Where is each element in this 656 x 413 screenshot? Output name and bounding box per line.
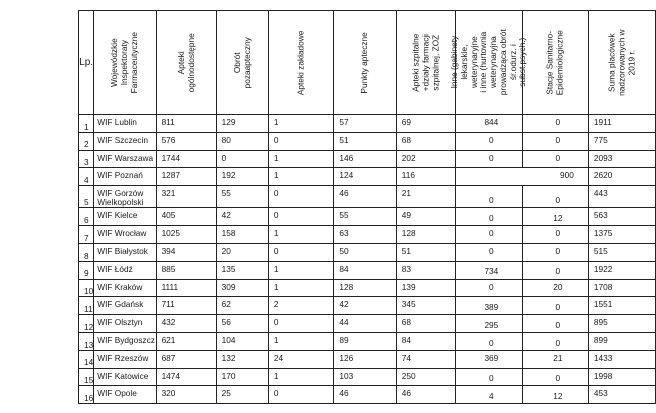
row-obrot-pozaapteczny: 56 bbox=[216, 315, 268, 333]
row-inne: 0 bbox=[455, 333, 522, 351]
row-punkty-apteczne: 89 bbox=[334, 333, 396, 351]
row-apteki-ogolnodostepne: 320 bbox=[156, 386, 216, 404]
row-obrot-pozaapteczny: 62 bbox=[216, 297, 268, 315]
row-inne: 0 bbox=[455, 226, 522, 244]
row-stacje-sanepid: 0 bbox=[522, 115, 588, 133]
row-inne: 0 bbox=[455, 368, 522, 386]
row-punkty-apteczne: 51 bbox=[334, 132, 396, 150]
row-suma: 515 bbox=[588, 244, 655, 262]
row-stacje-sanepid: 0 bbox=[522, 333, 588, 351]
table-row bbox=[79, 132, 656, 150]
row-lp: 12 bbox=[79, 315, 94, 333]
row-apteki-szpitalne: 46 bbox=[396, 386, 455, 404]
row-apteki-ogolnodostepne: 405 bbox=[156, 208, 216, 226]
row-punkty-apteczne: 84 bbox=[334, 261, 396, 279]
row-apteki-szpitalne: 83 bbox=[396, 261, 455, 279]
row-apteki-ogolnodostepne: 1474 bbox=[156, 368, 216, 386]
row-apteki-szpitalne: 202 bbox=[396, 150, 455, 168]
table-row bbox=[79, 226, 656, 244]
table-row bbox=[79, 208, 656, 226]
row-lp: 5 bbox=[79, 186, 94, 208]
row-apteki-szpitalne: 74 bbox=[396, 350, 455, 368]
row-stacje-sanepid: 0 bbox=[522, 261, 588, 279]
row-wif-name: WIF Kraków bbox=[94, 279, 156, 297]
row-lp: 14 bbox=[79, 350, 94, 368]
row-punkty-apteczne: 46 bbox=[334, 386, 396, 404]
row-stacje-sanepid: 0 bbox=[522, 132, 588, 150]
row-stacje-sanepid: 0 bbox=[522, 368, 588, 386]
row-inne-merged: 900 bbox=[455, 168, 588, 186]
row-inne: 4 bbox=[455, 386, 522, 404]
row-apteki-ogolnodostepne: 885 bbox=[156, 261, 216, 279]
table-row bbox=[79, 350, 656, 368]
row-apteki-szpitalne: 68 bbox=[396, 315, 455, 333]
row-lp: 7 bbox=[79, 226, 94, 244]
row-apteki-ogolnodostepne: 1744 bbox=[156, 150, 216, 168]
table-row bbox=[79, 297, 656, 315]
table-row bbox=[79, 315, 656, 333]
row-apteki-zakladowe: 2 bbox=[268, 297, 334, 315]
row-obrot-pozaapteczny: 170 bbox=[216, 368, 268, 386]
row-apteki-zakladowe: 1 bbox=[268, 226, 334, 244]
row-apteki-ogolnodostepne: 394 bbox=[156, 244, 216, 262]
row-suma: 443 bbox=[588, 186, 655, 208]
row-obrot-pozaapteczny: 55 bbox=[216, 186, 268, 208]
row-apteki-ogolnodostepne: 811 bbox=[156, 115, 216, 133]
row-suma: 1375 bbox=[588, 226, 655, 244]
row-lp: 9 bbox=[79, 261, 94, 279]
row-obrot-pozaapteczny: 158 bbox=[216, 226, 268, 244]
row-suma: 895 bbox=[588, 315, 655, 333]
header-apteki-zakladowe: Apteki zakładowe bbox=[268, 11, 334, 115]
row-wif-name: WIF Lublin bbox=[94, 115, 156, 133]
row-apteki-ogolnodostepne: 711 bbox=[156, 297, 216, 315]
row-stacje-sanepid: 12 bbox=[522, 386, 588, 404]
row-stacje-sanepid: 0 bbox=[522, 315, 588, 333]
row-wif-name: WIF Kielce bbox=[94, 208, 156, 226]
row-inne: 295 bbox=[455, 315, 522, 333]
row-suma: 1551 bbox=[588, 297, 655, 315]
row-wif-name: WIF Białystok bbox=[94, 244, 156, 262]
row-apteki-szpitalne: 21 bbox=[396, 186, 455, 208]
row-stacje-sanepid: 0 bbox=[522, 186, 588, 208]
row-obrot-pozaapteczny: 309 bbox=[216, 279, 268, 297]
row-apteki-zakladowe: 0 bbox=[268, 132, 334, 150]
row-suma: 1911 bbox=[588, 115, 655, 133]
row-punkty-apteczne: 57 bbox=[334, 115, 396, 133]
row-obrot-pozaapteczny: 42 bbox=[216, 208, 268, 226]
row-apteki-szpitalne: 128 bbox=[396, 226, 455, 244]
row-inne: 0 bbox=[455, 208, 522, 226]
table-row bbox=[79, 244, 656, 262]
row-lp: 3 bbox=[79, 150, 94, 168]
row-apteki-szpitalne: 84 bbox=[396, 333, 455, 351]
row-apteki-szpitalne: 68 bbox=[396, 132, 455, 150]
table-row bbox=[79, 168, 656, 186]
row-apteki-szpitalne: 116 bbox=[396, 168, 455, 186]
row-suma: 775 bbox=[588, 132, 655, 150]
row-lp: 6 bbox=[79, 208, 94, 226]
row-suma: 2620 bbox=[588, 168, 655, 186]
row-stacje-sanepid: 0 bbox=[522, 150, 588, 168]
header-suma: Suma placówek nadzorowanych w 2019 r. bbox=[588, 11, 655, 115]
row-apteki-zakladowe: 1 bbox=[268, 150, 334, 168]
row-lp: 10 bbox=[79, 279, 94, 297]
row-punkty-apteczne: 128 bbox=[334, 279, 396, 297]
row-apteki-zakladowe: 24 bbox=[268, 350, 334, 368]
row-wif-name: WIF Szczecin bbox=[94, 132, 156, 150]
row-suma: 1998 bbox=[588, 368, 655, 386]
table-row bbox=[79, 150, 656, 168]
row-stacje-sanepid: 21 bbox=[522, 350, 588, 368]
row-obrot-pozaapteczny: 25 bbox=[216, 386, 268, 404]
row-inne: 0 bbox=[455, 244, 522, 262]
row-inne: 0 bbox=[455, 150, 522, 168]
header-wif: Wojewódzkie Inspektoraty Farmaceutyczne bbox=[94, 11, 156, 115]
row-wif-name: WIF Gorzów Wielkopolski bbox=[94, 186, 156, 208]
row-wif-name: WIF Łódź bbox=[94, 261, 156, 279]
row-apteki-ogolnodostepne: 576 bbox=[156, 132, 216, 150]
table-row bbox=[79, 368, 656, 386]
row-apteki-szpitalne: 69 bbox=[396, 115, 455, 133]
row-suma: 453 bbox=[588, 386, 655, 404]
row-apteki-zakladowe: 1 bbox=[268, 333, 334, 351]
row-wif-name: WIF Rzeszów bbox=[94, 350, 156, 368]
row-stacje-sanepid: 0 bbox=[522, 244, 588, 262]
row-obrot-pozaapteczny: 0 bbox=[216, 150, 268, 168]
row-obrot-pozaapteczny: 20 bbox=[216, 244, 268, 262]
row-wif-name: WIF Opole bbox=[94, 386, 156, 404]
row-apteki-zakladowe: 1 bbox=[268, 261, 334, 279]
row-lp: 15 bbox=[79, 368, 94, 386]
header-stacje-sanepid: Stacje Sanitarno- Epidemiologiczne bbox=[522, 11, 588, 115]
row-suma: 1708 bbox=[588, 279, 655, 297]
row-apteki-szpitalne: 51 bbox=[396, 244, 455, 262]
row-wif-name: WIF Katowice bbox=[94, 368, 156, 386]
row-punkty-apteczne: 42 bbox=[334, 297, 396, 315]
table-row bbox=[79, 115, 656, 133]
row-apteki-ogolnodostepne: 1025 bbox=[156, 226, 216, 244]
row-lp: 13 bbox=[79, 333, 94, 351]
table-row bbox=[79, 186, 656, 208]
header-punkty-apteczne: Punkty apteczne bbox=[334, 11, 396, 115]
row-wif-name: WIF Poznań bbox=[94, 168, 156, 186]
row-stacje-sanepid: 0 bbox=[522, 297, 588, 315]
header-apteki-ogolnodostepne: Apteki ogólnodostępne bbox=[156, 11, 216, 115]
row-obrot-pozaapteczny: 192 bbox=[216, 168, 268, 186]
row-suma: 1433 bbox=[588, 350, 655, 368]
row-inne: 0 bbox=[455, 132, 522, 150]
row-wif-name: WIF Warszawa bbox=[94, 150, 156, 168]
row-stacje-sanepid: 12 bbox=[522, 208, 588, 226]
row-stacje-sanepid: 20 bbox=[522, 279, 588, 297]
row-inne: 0 bbox=[455, 279, 522, 297]
row-apteki-ogolnodostepne: 687 bbox=[156, 350, 216, 368]
row-punkty-apteczne: 46 bbox=[334, 186, 396, 208]
row-apteki-szpitalne: 345 bbox=[396, 297, 455, 315]
row-suma: 1922 bbox=[588, 261, 655, 279]
row-obrot-pozaapteczny: 132 bbox=[216, 350, 268, 368]
header-obrot-pozaapteczny: Obrót pozaapteczny bbox=[216, 11, 268, 115]
row-lp: 1 bbox=[79, 115, 94, 133]
row-punkty-apteczne: 126 bbox=[334, 350, 396, 368]
row-punkty-apteczne: 103 bbox=[334, 368, 396, 386]
header-inne: Inne (gabinety lekarskie, weterynaryjne i inne (hurtownia weterynaryjna prowadząca obrót śr.odurz. i subst.psych.) bbox=[455, 11, 522, 115]
row-punkty-apteczne: 124 bbox=[334, 168, 396, 186]
row-apteki-ogolnodostepne: 432 bbox=[156, 315, 216, 333]
table-row bbox=[79, 386, 656, 404]
row-obrot-pozaapteczny: 104 bbox=[216, 333, 268, 351]
row-apteki-zakladowe: 0 bbox=[268, 244, 334, 262]
row-apteki-ogolnodostepne: 621 bbox=[156, 333, 216, 351]
row-suma: 563 bbox=[588, 208, 655, 226]
row-apteki-ogolnodostepne: 1287 bbox=[156, 168, 216, 186]
row-wif-name: WIF Wrocław bbox=[94, 226, 156, 244]
row-apteki-zakladowe: 0 bbox=[268, 386, 334, 404]
table-row bbox=[79, 279, 656, 297]
row-inne: 389 bbox=[455, 297, 522, 315]
row-apteki-zakladowe: 1 bbox=[268, 279, 334, 297]
table-row bbox=[79, 333, 656, 351]
row-wif-name: WIF Olsztyn bbox=[94, 315, 156, 333]
row-suma: 2093 bbox=[588, 150, 655, 168]
row-lp: 16 bbox=[79, 386, 94, 404]
row-obrot-pozaapteczny: 135 bbox=[216, 261, 268, 279]
row-lp: 8 bbox=[79, 244, 94, 262]
row-suma: 899 bbox=[588, 333, 655, 351]
row-apteki-zakladowe: 1 bbox=[268, 368, 334, 386]
row-punkty-apteczne: 50 bbox=[334, 244, 396, 262]
wif-table bbox=[78, 10, 656, 404]
header-lp: Lp. bbox=[79, 11, 94, 115]
row-wif-name: WIF Bydgoszcz bbox=[94, 333, 156, 351]
row-apteki-ogolnodostepne: 1111 bbox=[156, 279, 216, 297]
row-punkty-apteczne: 55 bbox=[334, 208, 396, 226]
row-lp: 4 bbox=[79, 168, 94, 186]
row-stacje-sanepid: 0 bbox=[522, 226, 588, 244]
header-apteki-szpitalne: Apteki szpitalne +działy farmacji szpitalnej, ZOZ bbox=[396, 11, 455, 115]
row-apteki-zakladowe: 0 bbox=[268, 186, 334, 208]
row-inne: 369 bbox=[455, 350, 522, 368]
row-punkty-apteczne: 63 bbox=[334, 226, 396, 244]
row-apteki-szpitalne: 49 bbox=[396, 208, 455, 226]
row-lp: 11 bbox=[79, 297, 94, 315]
row-punkty-apteczne: 146 bbox=[334, 150, 396, 168]
row-apteki-zakladowe: 0 bbox=[268, 208, 334, 226]
row-apteki-szpitalne: 139 bbox=[396, 279, 455, 297]
row-apteki-zakladowe: 0 bbox=[268, 315, 334, 333]
row-apteki-zakladowe: 1 bbox=[268, 168, 334, 186]
row-lp: 2 bbox=[79, 132, 94, 150]
row-apteki-ogolnodostepne: 321 bbox=[156, 186, 216, 208]
row-inne: 734 bbox=[455, 261, 522, 279]
row-inne: 844 bbox=[455, 115, 522, 133]
row-wif-name: WIF Gdańsk bbox=[94, 297, 156, 315]
row-obrot-pozaapteczny: 129 bbox=[216, 115, 268, 133]
row-inne: 0 bbox=[455, 186, 522, 208]
row-apteki-szpitalne: 250 bbox=[396, 368, 455, 386]
row-obrot-pozaapteczny: 80 bbox=[216, 132, 268, 150]
table-row bbox=[79, 261, 656, 279]
row-punkty-apteczne: 44 bbox=[334, 315, 396, 333]
row-apteki-zakladowe: 1 bbox=[268, 115, 334, 133]
header-row bbox=[79, 11, 656, 115]
